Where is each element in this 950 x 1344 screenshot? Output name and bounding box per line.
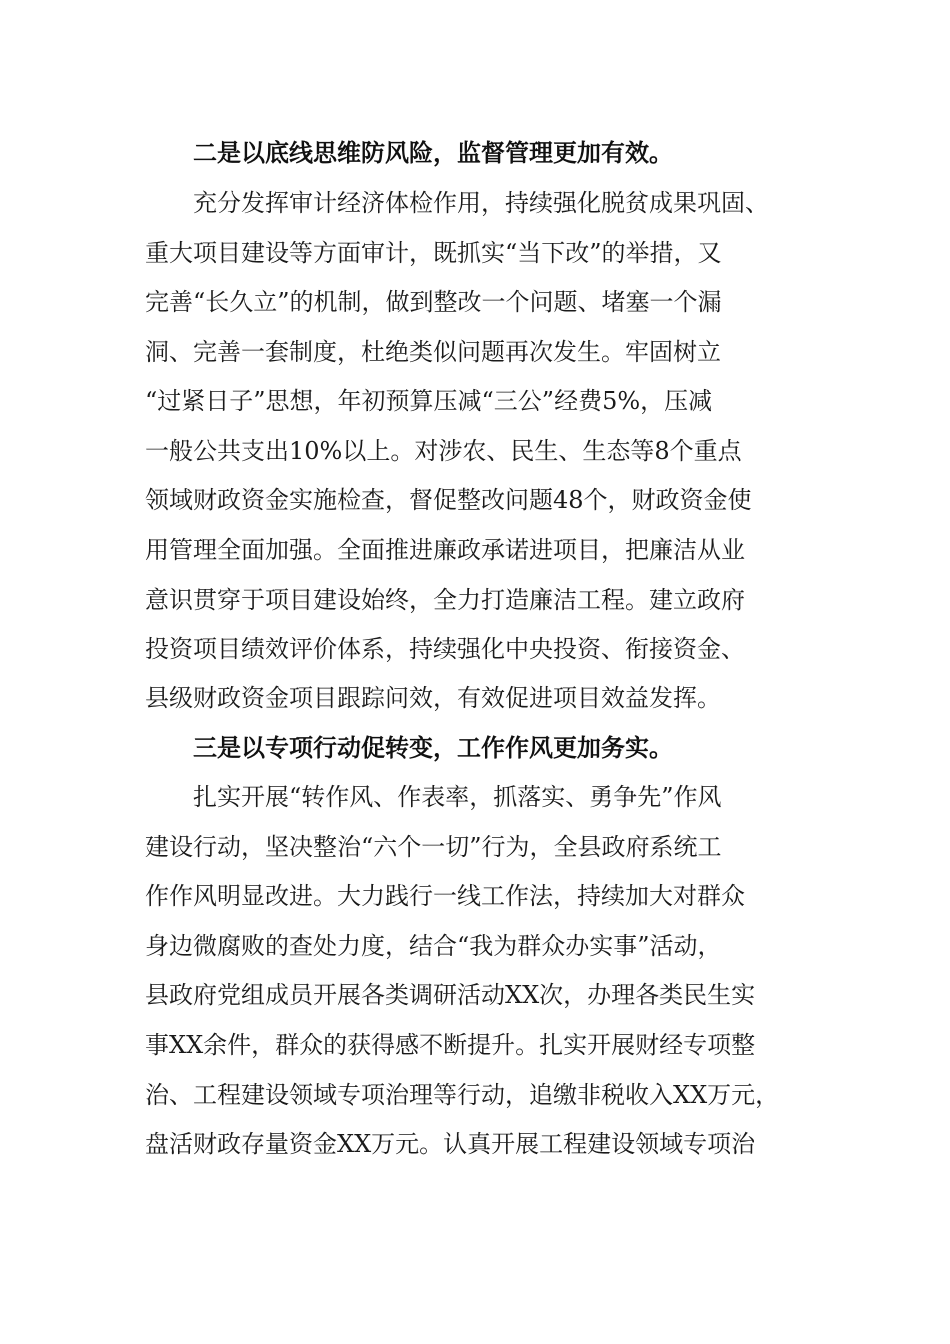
paragraph-line: 建设行动，坚决整治“六个一切”行为，全县政府系统工 xyxy=(145,833,722,861)
paragraph-line: 洞、完善一套制度，杜绝类似问题再次发生。牢固树立 xyxy=(145,338,721,366)
section-heading: 三是以专项行动促转变，工作作风更加务实。 xyxy=(193,734,673,762)
paragraph-line: 一般公共支出10%以上。对涉农、民生、生态等8个重点 xyxy=(145,437,742,465)
paragraph-line: 县政府党组成员开展各类调研活动XX次，办理各类民生实 xyxy=(145,981,756,1009)
paragraph-line: 领域财政资金实施检查，督促整改问题48个，财政资金使 xyxy=(145,486,752,514)
paragraph-line: 治、工程建设领域专项治理等行动，追缴非税收入XX万元， xyxy=(145,1081,780,1109)
paragraph-line: 县级财政资金项目跟踪问效，有效促进项目效益发挥。 xyxy=(145,684,721,712)
paragraph-line: 完善“长久立”的机制，做到整改一个问题、堵塞一个漏 xyxy=(145,288,722,316)
paragraph-line: 意识贯穿于项目建设始终，全力打造廉洁工程。建立政府 xyxy=(145,586,745,614)
paragraph-line: 用管理全面加强。全面推进廉政承诺进项目，把廉洁从业 xyxy=(145,536,745,564)
paragraph-line: 投资项目绩效评价体系，持续强化中央投资、衔接资金、 xyxy=(145,635,745,663)
paragraph-line: 盘活财政存量资金XX万元。认真开展工程建设领域专项治 xyxy=(145,1130,756,1158)
paragraph-line: 作作风明显改进。大力践行一线工作法，持续加大对群众 xyxy=(145,882,745,910)
paragraph-line: 身边微腐败的查处力度，结合“我为群众办实事”活动， xyxy=(145,932,722,960)
paragraph-line: 事XX余件，群众的获得感不断提升。扎实开展财经专项整 xyxy=(145,1031,756,1059)
paragraph-line: 扎实开展“转作风、作表率，抓落实、勇争先”作风 xyxy=(193,783,722,811)
paragraph-line: 重大项目建设等方面审计，既抓实“当下改”的举措，又 xyxy=(145,239,722,267)
section-heading: 二是以底线思维防风险，监督管理更加有效。 xyxy=(193,139,673,167)
paragraph-line: 充分发挥审计经济体检作用，持续强化脱贫成果巩固、 xyxy=(193,189,769,217)
paragraph-line: “过紧日子”思想，年初预算压减“三公”经费5%，压减 xyxy=(145,387,713,415)
